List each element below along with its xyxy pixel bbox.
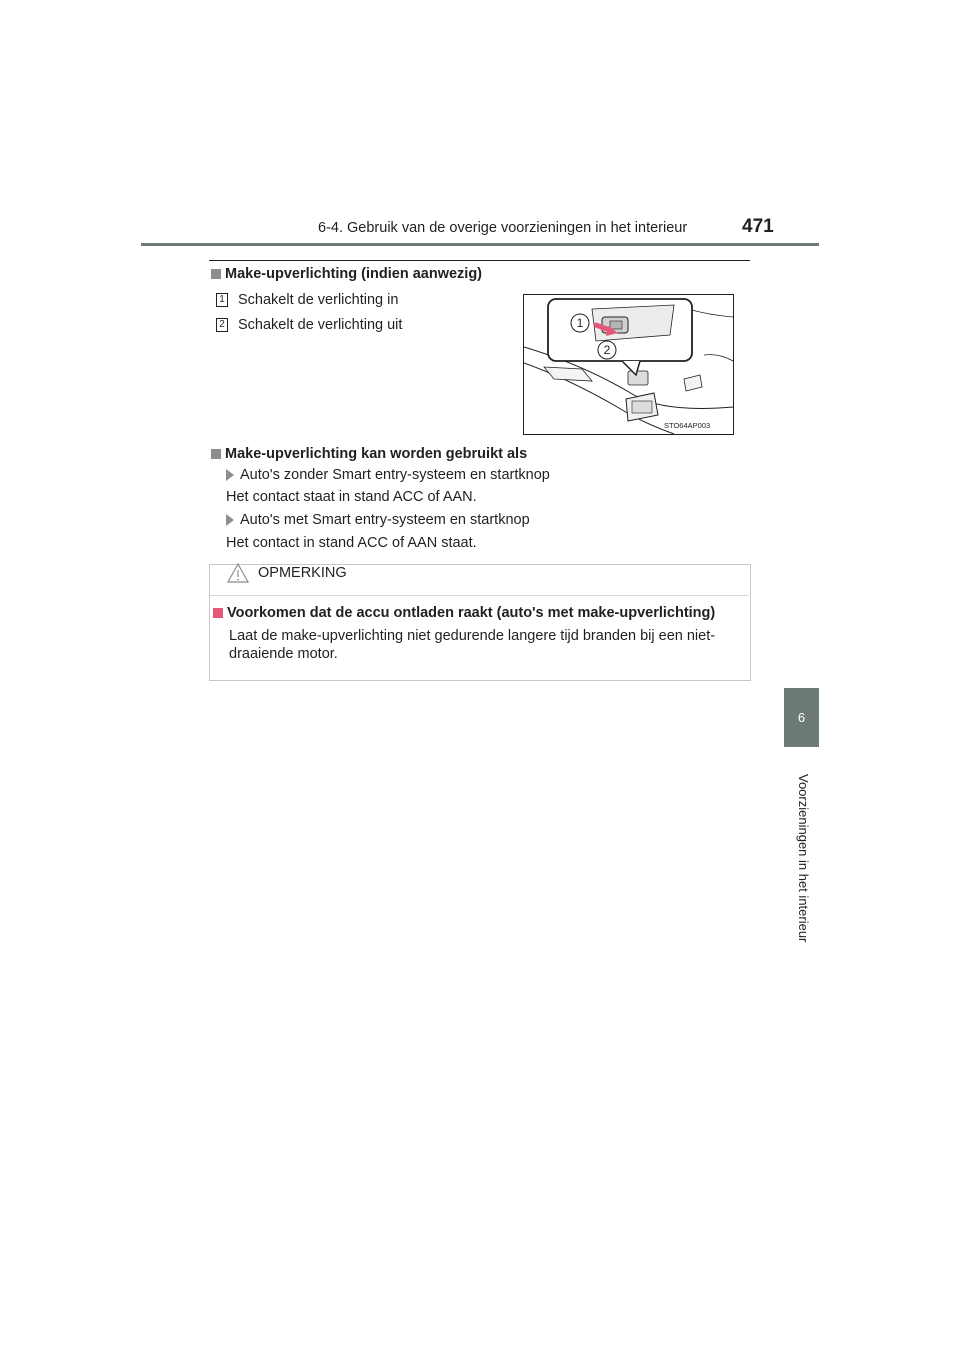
list-item bbox=[216, 292, 398, 308]
condition-text: Het contact in stand ACC of AAN staat. bbox=[226, 535, 477, 551]
notice-heading-text: Voorkomen dat de accu ontladen raakt (auto's met make-upverlichting) bbox=[227, 605, 716, 621]
condition-label bbox=[226, 512, 530, 528]
notice-heading bbox=[213, 605, 715, 621]
triangle-bullet-icon bbox=[226, 514, 234, 526]
square-bullet-icon bbox=[213, 608, 223, 618]
figure-code: STO64AP003 bbox=[664, 421, 711, 430]
step-number-badge: 1 bbox=[216, 293, 228, 307]
section-heading-text: Make-upverlichting kan worden gebruikt als bbox=[225, 446, 528, 462]
square-bullet-icon bbox=[211, 449, 221, 459]
square-bullet-icon bbox=[211, 269, 221, 279]
condition-label bbox=[226, 467, 550, 483]
notice-divider bbox=[210, 595, 749, 596]
notice-title: OPMERKING bbox=[258, 565, 347, 581]
page-number: 471 bbox=[742, 216, 774, 237]
makeup-light-drawing bbox=[524, 295, 733, 434]
chapter-tab-number: 6 bbox=[797, 710, 806, 725]
warning-triangle-icon bbox=[226, 562, 250, 584]
makeup-light-illustration bbox=[523, 294, 734, 435]
condition-label-text: Auto's zonder Smart entry-systeem en startknop bbox=[240, 467, 550, 483]
notice-header bbox=[226, 562, 347, 584]
section-heading-makeup-light bbox=[211, 266, 482, 282]
list-item bbox=[216, 317, 402, 333]
chapter-tab-label: Voorzieningen in het interieur bbox=[796, 774, 811, 943]
condition-text: Het contact staat in stand ACC of AAN. bbox=[226, 489, 477, 505]
callout-2-label: 2 bbox=[603, 343, 611, 357]
chapter-title: 6-4. Gebruik van de overige voorzieningen in het interieur bbox=[318, 220, 688, 236]
chapter-tab bbox=[784, 688, 819, 747]
notice-text-line: Laat de make-upverlichting niet gedurende langere tijd branden bij een niet- bbox=[229, 628, 716, 644]
list-item-text: Schakelt de verlichting in bbox=[238, 292, 399, 308]
list-item-text: Schakelt de verlichting uit bbox=[238, 317, 403, 333]
notice-text-line: draaiende motor. bbox=[229, 646, 338, 662]
section-heading-usage bbox=[211, 446, 527, 462]
content-divider bbox=[209, 260, 750, 261]
header-divider bbox=[141, 243, 819, 246]
callout-1-label: 1 bbox=[576, 316, 584, 330]
step-number-badge: 2 bbox=[216, 318, 228, 332]
triangle-bullet-icon bbox=[226, 469, 234, 481]
section-heading-text: Make-upverlichting (indien aanwezig) bbox=[225, 266, 483, 282]
condition-label-text: Auto's met Smart entry-systeem en startknop bbox=[240, 512, 530, 528]
